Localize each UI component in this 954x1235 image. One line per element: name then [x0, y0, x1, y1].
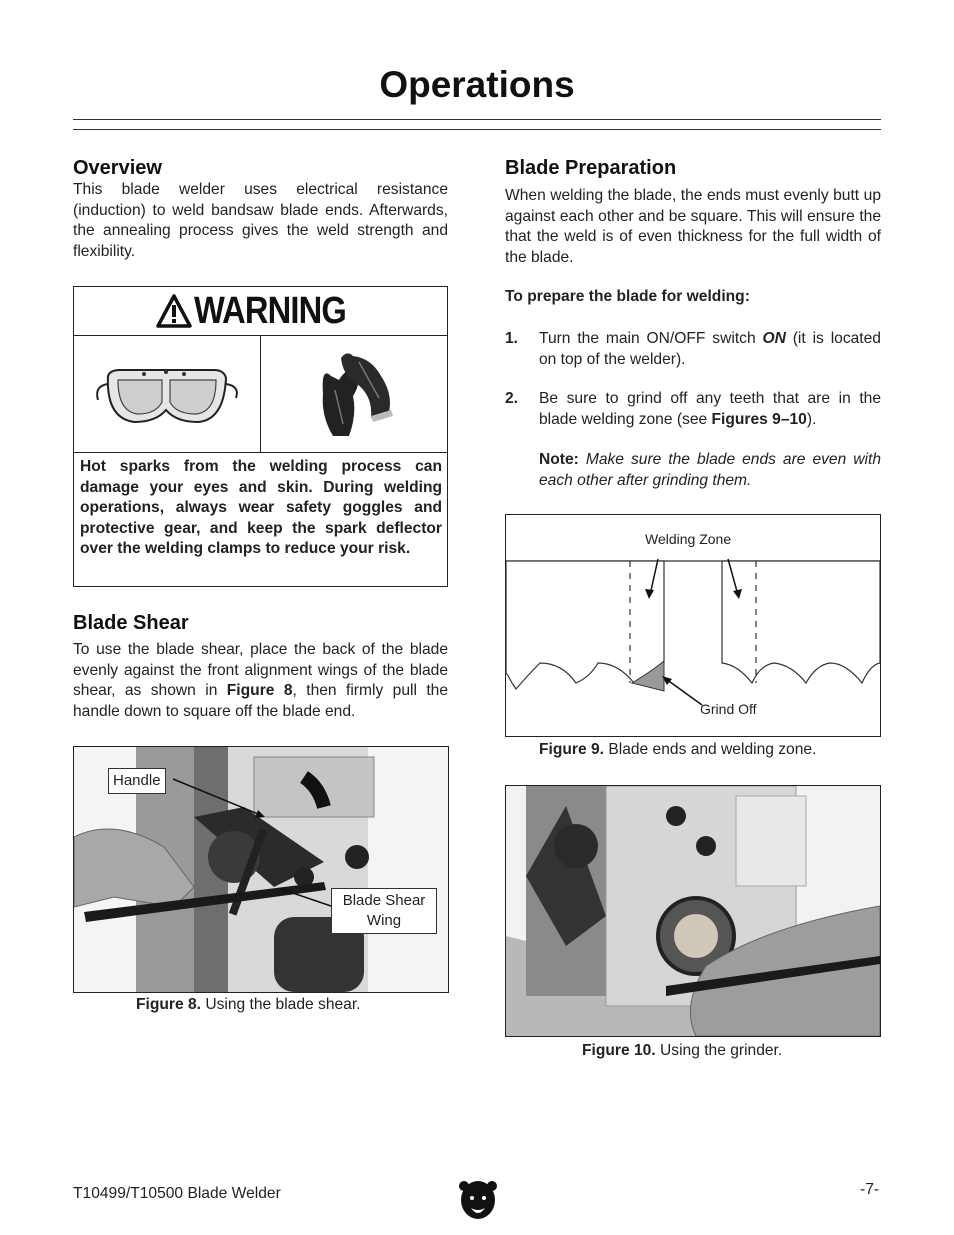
step2-text — [539, 389, 881, 430]
figure8-ref: Figure 8 — [226, 682, 293, 699]
step2-text-c: ). — [806, 410, 817, 428]
warning-box — [73, 286, 448, 587]
figure9-caption — [539, 741, 816, 759]
overview-heading: Overview — [73, 157, 162, 179]
figure10-photo — [505, 785, 881, 1037]
figure9-diagram — [505, 514, 881, 737]
blade-prep-heading: Blade Preparation — [505, 157, 677, 179]
page-number: -7- — [860, 1181, 880, 1198]
bear-logo-icon — [458, 1178, 498, 1224]
footer-model: T10499/T10500 Blade Welder — [73, 1185, 281, 1202]
blade-prep-subhead: To prepare the blade for welding: — [505, 288, 750, 305]
step2-text-a: Be sure to grind off any teeth that are in the blade welding zone (see — [539, 390, 881, 428]
figure10-caption — [582, 1042, 782, 1060]
warning-header — [74, 287, 447, 336]
grinder-photo-icon — [506, 786, 880, 1036]
figure9-caption-text: Blade ends and welding zone. — [604, 741, 817, 758]
figure8-caption — [136, 996, 361, 1014]
goggles-panel — [74, 336, 261, 453]
figure10-caption-label: Figure 10. — [582, 1042, 656, 1059]
title-rule-bottom — [73, 129, 881, 130]
step1-text — [539, 329, 881, 370]
step1-number — [505, 329, 518, 350]
figure8-caption-label: Figure 8. — [136, 996, 201, 1013]
step2-num: 2. — [505, 390, 519, 407]
figure9-caption-label: Figure 9. — [539, 741, 604, 758]
note-text: Make sure the blade ends are even with each other after grinding them. — [539, 451, 881, 489]
blade-ends-diagram-icon — [506, 515, 880, 736]
step1-text-c: (it is located on top of the welder). — [539, 330, 881, 368]
wing-label-line2: Wing — [366, 912, 402, 929]
note — [539, 450, 881, 491]
protective-gloves-icon — [261, 336, 447, 452]
blade-prep-intro: When welding the blade, the ends must evenly butt up against each other and be square. This will ensure the that the weld is of even thickness for the full width of the blade. — [505, 187, 881, 266]
step2-figures-ref: Figures 9–10 — [711, 410, 807, 428]
step1-on: ON — [762, 330, 786, 347]
grind-off-label: Grind Off — [700, 701, 757, 717]
handle-label: Handle — [108, 768, 166, 794]
step1-text-a: Turn the main ON/OFF switch — [539, 330, 763, 347]
step2-number — [505, 389, 518, 410]
page-title: Operations — [379, 64, 575, 105]
figure8-callout-arrows — [73, 746, 447, 991]
safety-goggles-icon — [74, 336, 260, 452]
warning-triangle-icon — [156, 294, 192, 328]
blade-shear-text-b: , then firmly pull the handle down to square off the blade end. — [73, 682, 448, 720]
figure8-caption-text: Using the blade shear. — [201, 996, 361, 1013]
figure10-caption-text: Using the grinder. — [655, 1042, 783, 1059]
title-rule-top — [73, 119, 881, 120]
blade-shear-text-a: To use the blade shear, place the back of the blade evenly against the front alignment wings of the blade shear, as shown in — [73, 641, 448, 699]
welding-zone-label: Welding Zone — [645, 531, 732, 547]
blade-shear-text — [73, 640, 448, 722]
overview-text: This blade welder uses electrical resistance (induction) to weld bandsaw blade ends. Afterwards, the annealing process gives the weld strength and flexibility. — [73, 181, 448, 260]
gloves-panel — [261, 336, 447, 453]
warning-text: Hot sparks from the welding process can damage your eyes and skin. During welding operations, always wear safety goggles and protective gear, and keep the spark deflector over the welding clamps to reduce your risk. — [80, 458, 442, 557]
warning-word: WARNING — [194, 290, 346, 332]
blade-shear-heading: Blade Shear — [73, 612, 189, 634]
step1-num: 1. — [505, 330, 519, 347]
note-label: Note: — [539, 451, 579, 468]
wing-label-line1: Blade Shear — [342, 892, 426, 909]
